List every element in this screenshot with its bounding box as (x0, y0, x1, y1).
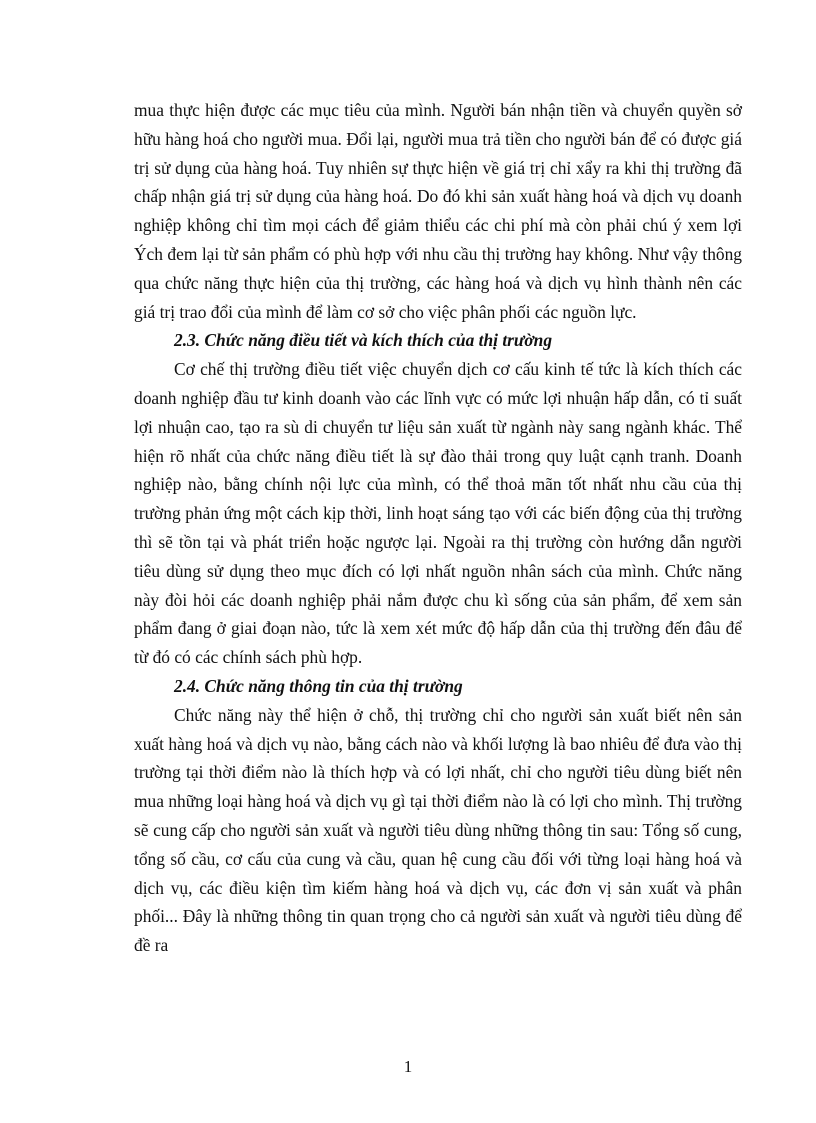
paragraph-regulation: Cơ chế thị trường điều tiết việc chuyển dịch cơ cấu kinh tế tức là kích thích các doanh nghiệp đầu tư kinh doanh vào các lĩnh vực có mức lợi nhuận hấp dẫn, có tỉ suất lợi nhuận cao, tạo ra sù di chuyển tư liệu sản xuất từ ngành này sang ngành khác. Thể hiện rõ nhất của chức năng điều tiết là sự đào thải trong quy luật cạnh tranh. Doanh nghiệp nào, bằng chính nội lực của mình, có thể thoả mãn tốt nhất nhu cầu của thị trường phản ứng một cách kịp thời, linh hoạt sáng tạo với các biến động của thị trường thì sẽ tồn tại và phát triển hoặc ngược lại. Ngoài ra thị trường còn hướng dẫn người tiêu dùng sử dụng theo mục đích có lợi nhất nguồn nhân sách của mình. Chức năng này đòi hỏi các doanh nghiệp phải nắm được chu kì sống của sản phẩm, để xem sản phẩm đang ở giai đoạn nào, tức là xem xét mức độ hấp dẫn của thị trường đến đâu để từ đó có các chính sách phù hợp. (134, 359, 742, 668)
section-heading-2-4: 2.4. Chức năng thông tin của thị trường (174, 675, 463, 696)
section-heading-2-3: 2.3. Chức năng điều tiết và kích thích của thị trường (174, 330, 553, 351)
page-number: 1 (403, 1057, 413, 1076)
page-content (134, 96, 742, 960)
paragraph-continuation: mua thực hiện được các mục tiêu của mình. Người bán nhận tiền và chuyển quyền sở hữu hàng hoá cho người mua. Đổi lại, người mua trả tiền cho người bán để có được giá trị sử dụng của hàng hoá. Tuy nhiên sự thực hiện về giá trị chỉ xẩy ra khi thị trường đã chấp nhận giá trị sử dụng của hàng hoá. Do đó khi sản xuất hàng hoá và dịch vụ doanh nghiệp không chỉ tìm mọi cách để giảm thiểu các chi phí mà còn phải chú ý xem lợi Ých đem lại từ sản phẩm có phù hợp với nhu cầu thị trường hay không. Như vậy thông qua chức năng thực hiện của thị trường, các hàng hoá và dịch vụ hình thành nên các giá trị trao đổi của mình để làm cơ sở cho việc phân phối các nguồn lực. (134, 100, 742, 322)
paragraph-information: Chức năng này thể hiện ở chỗ, thị trường chỉ cho người sản xuất biết nên sản xuất hàng hoá và dịch vụ nào, bằng cách nào và khối lượng là bao nhiêu để đưa vào thị trường tại thời điểm nào là thích hợp và có lợi nhất, chỉ cho người tiêu dùng biết nên mua những loại hàng hoá và dịch vụ gì tại thời điểm nào là có lợi cho mình. Thị trường sẽ cung cấp cho người sản xuất và người tiêu dùng những thông tin sau: Tổng số cung, tổng số cầu, cơ cấu của cung và cầu, quan hệ cung cầu đối với từng loại hàng hoá và dịch vụ, các điều kiện tìm kiếm hàng hoá và dịch vụ, các đơn vị sản xuất và phân phối... Đây là những thông tin quan trọng cho cả người sản xuất và người tiêu dùng để đề ra (134, 704, 742, 956)
